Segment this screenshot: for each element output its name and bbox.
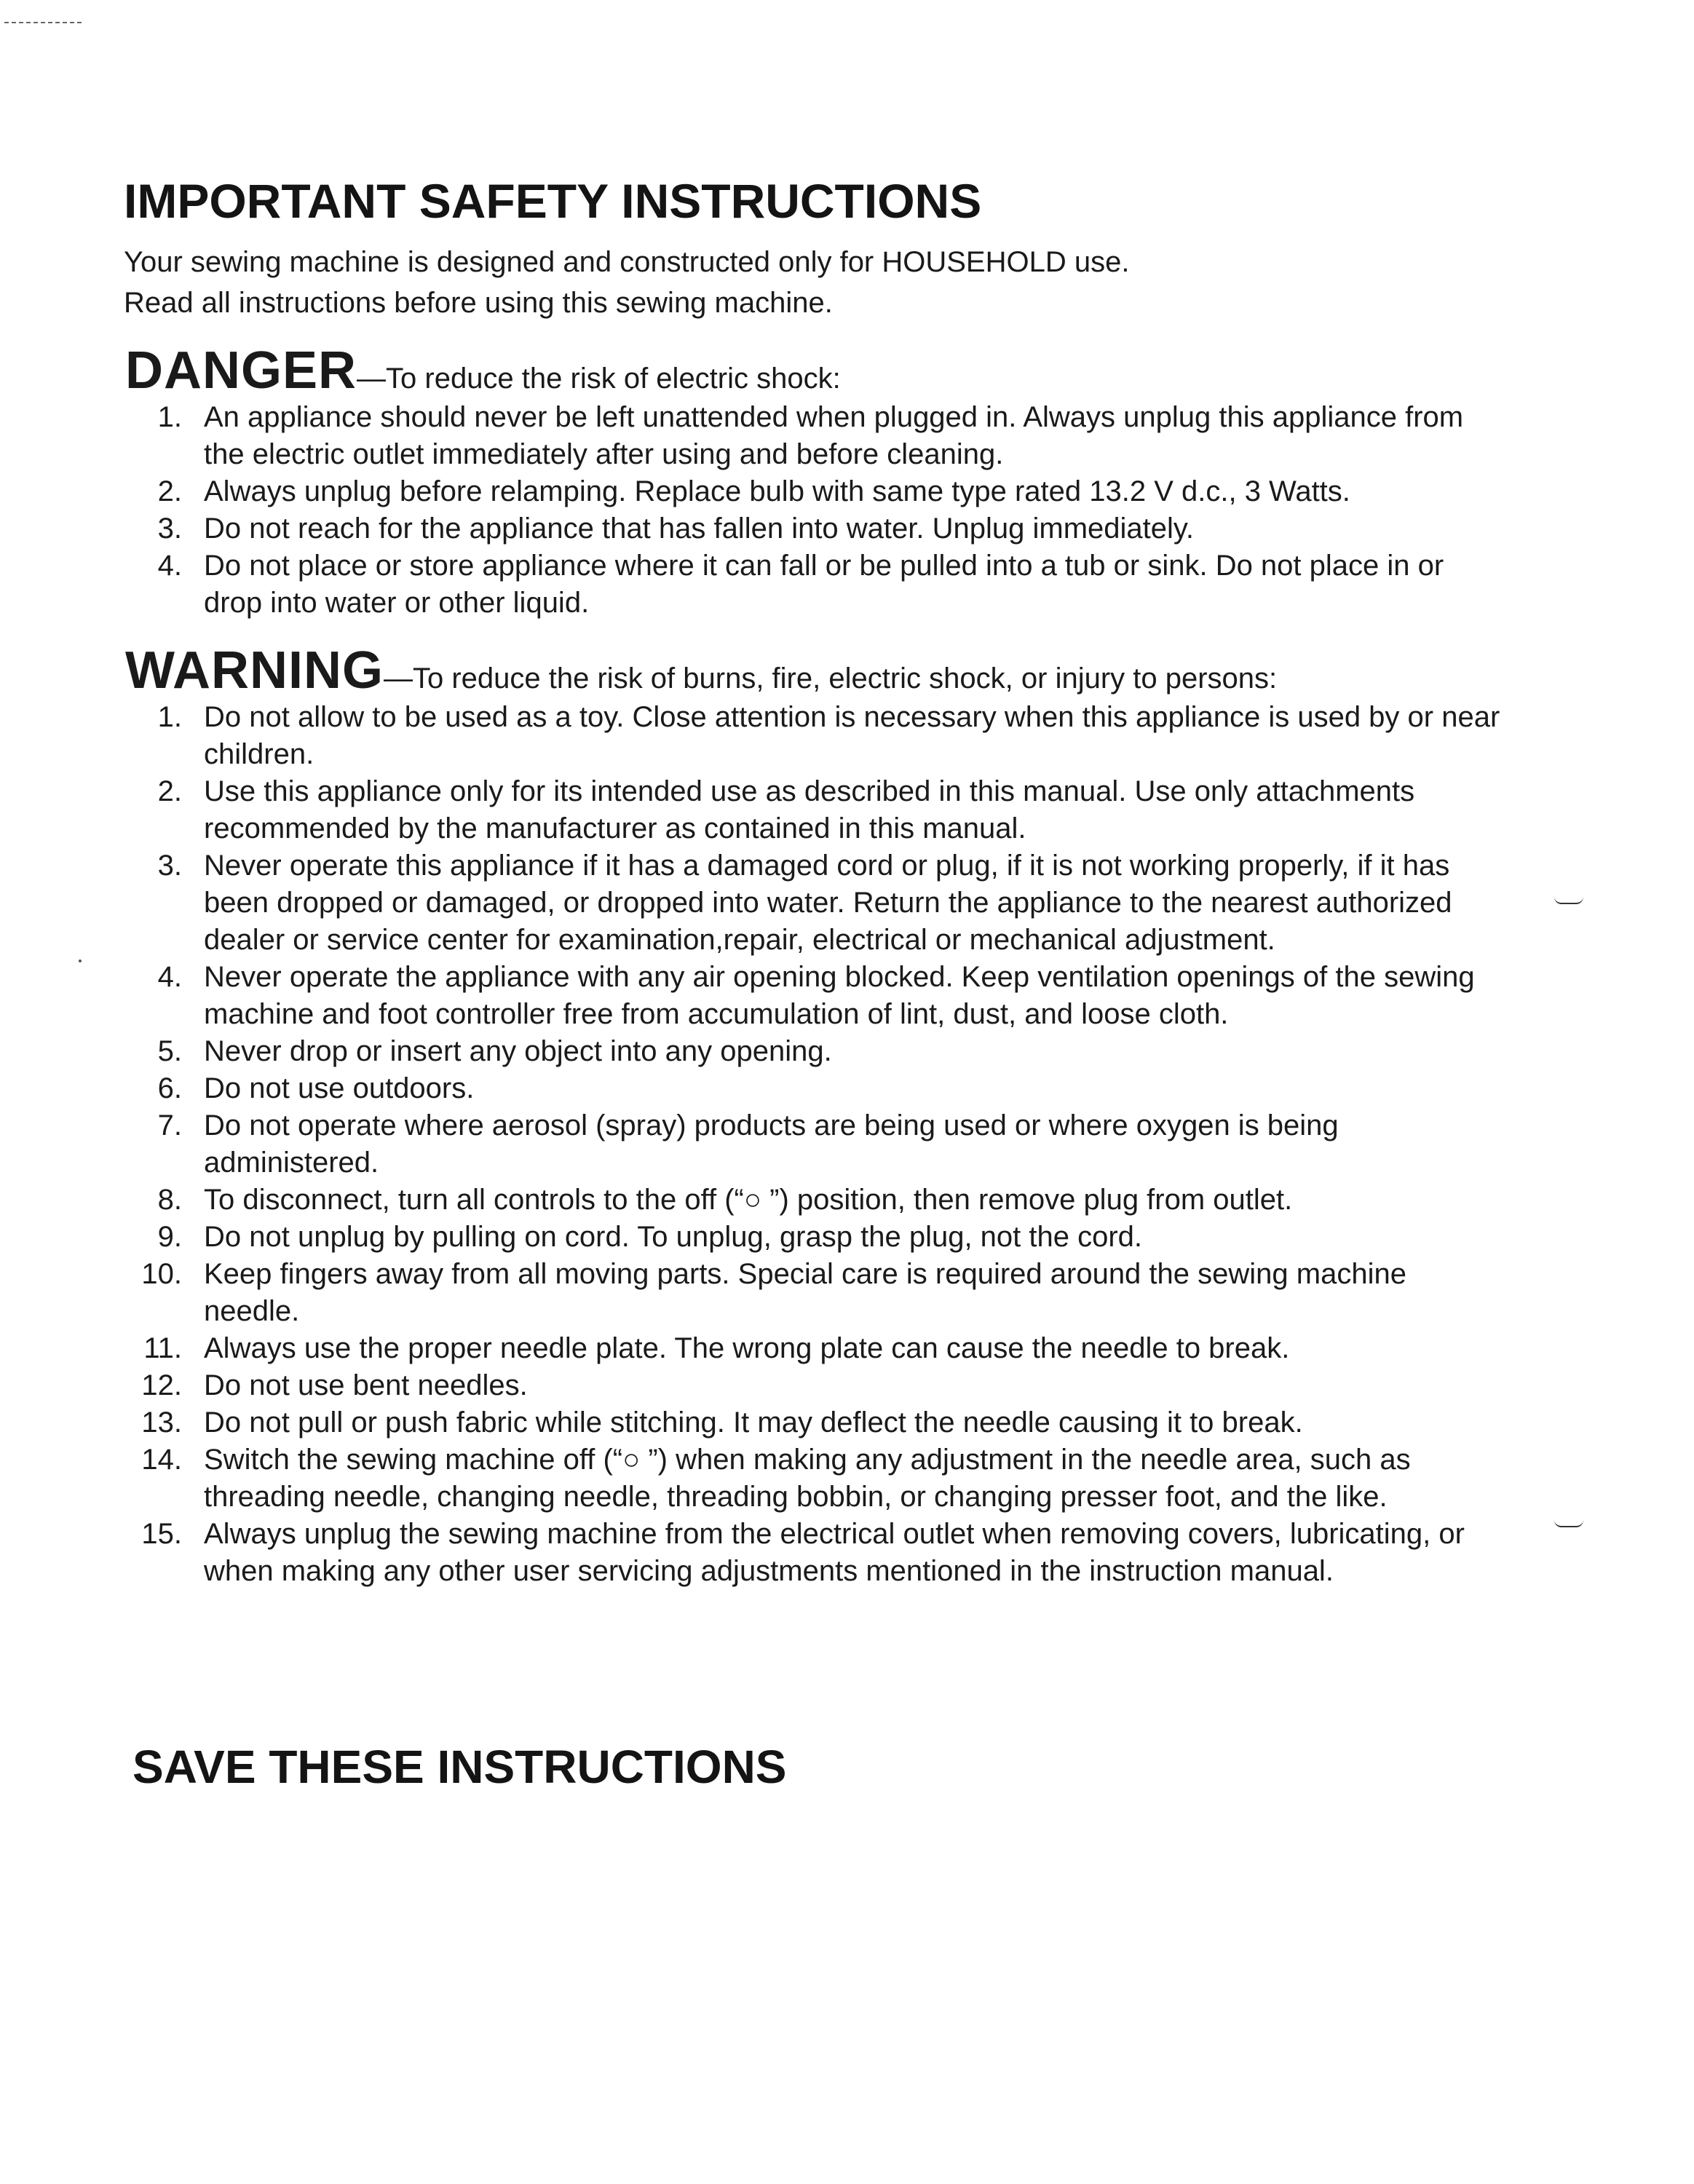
danger-subheading: To reduce the risk of electric shock: — [386, 363, 841, 395]
list-item — [138, 773, 1507, 847]
list-item — [138, 1330, 1507, 1367]
warning-heading — [125, 641, 1277, 700]
item-text: Do not pull or push fabric while stitching. It may deflect the needle causing it to break. — [204, 1406, 1303, 1439]
scan-mark — [1554, 1520, 1583, 1527]
item-number: 15. — [141, 1518, 182, 1550]
item-text: To disconnect, turn all controls to the off (“○ ”) position, then remove plug from outlet. — [204, 1184, 1293, 1216]
danger-dash: — — [357, 363, 387, 395]
list-item — [138, 510, 1507, 547]
item-number: 9. — [157, 1221, 182, 1253]
item-number: 1. — [157, 701, 182, 733]
item-text: Always unplug the sewing machine from the electrical outlet when removing covers, lubricating, or when making any other user servicing adjustments mentioned in the instruction manual. — [204, 1518, 1465, 1587]
item-text: Always unplug before relamping. Replace bulb with same type rated 13.2 V d.c., 3 Watts. — [204, 475, 1350, 507]
item-text: Switch the sewing machine off (“○ ”) when making any adjustment in the needle area, such as threading needle, changing needle, threading bobbin, or changing presser foot, and the like. — [204, 1444, 1411, 1513]
item-text: Use this appliance only for its intended use as described in this manual. Use only attachments recommended by the manufacturer as contained in this manual. — [204, 775, 1415, 844]
danger-list — [138, 399, 1507, 622]
item-number: 2. — [157, 475, 182, 507]
list-item — [138, 1441, 1507, 1516]
list-item — [138, 1182, 1507, 1219]
list-item — [138, 1367, 1507, 1404]
warning-dash: — — [383, 662, 413, 695]
list-item — [138, 1107, 1507, 1182]
list-item — [138, 1256, 1507, 1330]
item-number: 12. — [141, 1369, 182, 1401]
item-text: Do not place or store appliance where it can fall or be pulled into a tub or sink. Do not place in or drop into water or other liquid. — [204, 550, 1444, 619]
page-title: IMPORTANT SAFETY INSTRUCTIONS — [124, 174, 982, 228]
list-item — [138, 1516, 1507, 1590]
item-number: 4. — [157, 550, 182, 582]
scan-artifact — [4, 22, 84, 23]
list-item — [138, 1070, 1507, 1107]
item-text: Never operate the appliance with any air opening blocked. Keep ventilation openings of the sewing machine and foot controller free from accumulation of lint, dust, and loose cloth. — [204, 961, 1475, 1030]
item-number: 13. — [141, 1406, 182, 1439]
item-number: 11. — [143, 1332, 182, 1364]
item-number: 5. — [157, 1035, 182, 1067]
item-text: Do not reach for the appliance that has fallen into water. Unplug immediately. — [204, 513, 1195, 545]
intro-line: Your sewing machine is designed and constructed only for HOUSEHOLD use. — [124, 246, 1130, 278]
list-item — [138, 1404, 1507, 1441]
save-instructions-heading: SAVE THESE INSTRUCTIONS — [132, 1741, 787, 1793]
list-item — [138, 1033, 1507, 1070]
item-number: 3. — [157, 513, 182, 545]
danger-label: DANGER — [125, 341, 357, 400]
item-text: Do not unplug by pulling on cord. To unplug, grasp the plug, not the cord. — [204, 1221, 1143, 1253]
list-item — [138, 399, 1507, 473]
item-number: 14. — [141, 1444, 182, 1476]
item-text: Do not use bent needles. — [204, 1369, 528, 1401]
item-text: An appliance should never be left unattended when plugged in. Always unplug this appliance from the electric outlet immediately after using and before cleaning. — [204, 401, 1464, 470]
list-item — [138, 847, 1507, 959]
intro-line: Read all instructions before using this sewing machine. — [124, 287, 833, 319]
list-item — [138, 959, 1507, 1033]
item-text: Do not operate where aerosol (spray) products are being used or where oxygen is being administered. — [204, 1109, 1339, 1179]
item-number: 1. — [157, 401, 182, 433]
item-text: Never operate this appliance if it has a damaged cord or plug, if it is not working properly, if it has been dropped or damaged, or dropped into water. Return the appliance to the nearest authorized dealer or service center for examination,repair, electrical or mechanical adjustment. — [204, 850, 1452, 956]
scan-mark — [1554, 897, 1583, 904]
item-number: 3. — [157, 850, 182, 882]
item-number: 6. — [157, 1072, 182, 1104]
list-item — [138, 547, 1507, 622]
item-text: Keep fingers away from all moving parts. Special care is required around the sewing machine needle. — [204, 1258, 1406, 1327]
item-text: Always use the proper needle plate. The wrong plate can cause the needle to break. — [204, 1332, 1290, 1364]
item-number: 2. — [157, 775, 182, 807]
item-text: Never drop or insert any object into any opening. — [204, 1035, 832, 1067]
item-number: 4. — [157, 961, 182, 993]
item-text: Do not use outdoors. — [204, 1072, 475, 1104]
intro-text — [124, 242, 1129, 323]
list-item — [138, 699, 1507, 773]
danger-heading — [125, 341, 841, 400]
item-text: Do not allow to be used as a toy. Close attention is necessary when this appliance is used by or near children. — [204, 701, 1500, 770]
warning-label: WARNING — [125, 641, 384, 700]
list-item — [138, 473, 1507, 510]
item-number: 7. — [157, 1109, 182, 1142]
scan-dot — [79, 960, 82, 962]
list-item — [138, 1219, 1507, 1256]
item-number: 8. — [157, 1184, 182, 1216]
warning-subheading: To reduce the risk of burns, fire, electric shock, or injury to persons: — [412, 662, 1278, 695]
item-number: 10. — [141, 1258, 182, 1290]
warning-list — [138, 699, 1507, 1590]
